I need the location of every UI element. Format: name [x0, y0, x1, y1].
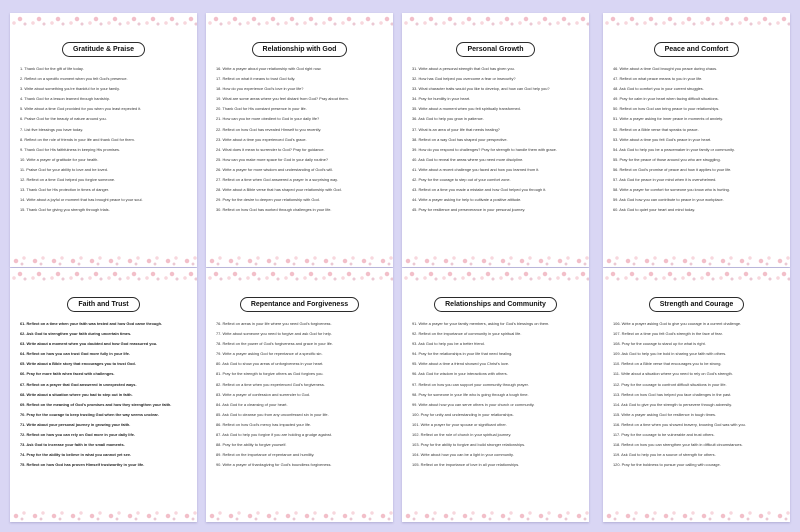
prompt-item: 104. Write about how you can be a light in your community. [412, 452, 514, 458]
prompt-item: 28. Write about a Bible verse that has shaped your relationship with God. [216, 187, 342, 193]
prompt-list [613, 67, 780, 213]
prompt-item: 43. Reflect on a time you made a mistake and how God helped you through it. [412, 187, 547, 193]
section-title: Peace and Comfort [654, 42, 740, 57]
prompt-item: 55. Pray for the peace of those around you who are struggling. [613, 156, 721, 162]
section-title: Strength and Courage [649, 297, 745, 312]
prompt-item: 88. Pray for the ability to forgive yourself. [216, 442, 287, 448]
prompt-item: 26. Write a prayer for more wisdom and understanding of God's will. [216, 166, 334, 172]
prompt-list [216, 67, 383, 213]
prompt-item: 59. Ask God how you can contribute to peace in your workplace. [613, 197, 724, 203]
prompt-item: 77. Write about someone you need to forgive and ask God for help. [216, 331, 332, 337]
worksheet-page [402, 268, 589, 522]
prompt-item: 91. Write a prayer for your family members, asking for God's blessings on them. [412, 321, 550, 326]
section-title: Gratitude & Praise [62, 42, 145, 57]
prompt-item: 86. Reflect on how God's mercy has impacted your life. [216, 421, 312, 427]
prompt-item: 21. How can you be more obedient to God in your daily life? [216, 116, 320, 122]
prompt-item: 56. Reflect on God's promise of peace and how it applies to your life. [613, 166, 732, 172]
prompt-item: 53. Write about a time you felt God's peace in your heart. [613, 136, 712, 142]
prompt-item: 71. Write about your personal journey in growing your faith. [20, 421, 131, 427]
prompt-item: 27. Reflect on a time when God answered a prayer in a surprising way. [216, 177, 338, 183]
prompt-item: 108. Pray for the courage to stand up for what is right. [613, 341, 706, 347]
prompt-item: 78. Reflect on the power of God's forgiveness and grace in your life. [216, 341, 333, 347]
prompt-item: 3. Write about something you're thankful for in your family. [20, 86, 120, 92]
prompt-item: 115. Write a prayer asking God for resilience in tough times. [613, 411, 717, 417]
section-title: Relationship with God [252, 42, 348, 57]
prompt-item: 84. Ask God for a cleansing of your heart. [216, 401, 288, 407]
prompt-item: 23. Write about a time you experienced God's grace. [216, 136, 307, 142]
prompt-item: 52. Reflect on a Bible verse that speaks to peace. [613, 126, 699, 132]
prompt-item: 96. Ask God for wisdom in your interactions with others. [412, 371, 508, 377]
prompt-item: 11. Praise God for your ability to love and be loved. [20, 166, 108, 172]
prompt-item: 105. Reflect on the importance of love in all your relationships. [412, 462, 520, 468]
prompt-item: 9. Thank God for His faithfulness in keeping His promises. [20, 146, 121, 152]
prompt-item: 34. Pray for humility in your heart. [412, 96, 471, 102]
prompt-item: 90. Write a prayer of thanksgiving for God's boundless forgiveness. [216, 462, 332, 468]
prompt-item: 118. Reflect on how you can strengthen your faith in difficult circumstances. [613, 442, 743, 448]
prompt-item: 83. Write a prayer of confession and surrender to God. [216, 391, 311, 397]
prompt-item: 38. Reflect on a way God has shaped your perspective. [412, 136, 508, 142]
section-title: Personal Growth [456, 42, 534, 57]
prompt-item: 116. Reflect on a time when you showed bravery, knowing God was with you. [613, 421, 746, 427]
worksheet-page [206, 268, 393, 522]
prompt-item: 81. Pray for the strength to forgive others as God forgives you. [216, 371, 324, 377]
prompt-item: 42. Pray for the courage to step out of your comfort zone. [412, 177, 511, 183]
prompt-item: 102. Reflect on the role of church in your spiritual journey. [412, 432, 512, 438]
prompt-item: 114. Ask God to give you the strength to persevere through adversity. [613, 401, 733, 407]
prompt-item: 99. Write about how you can serve others in your church or community. [412, 401, 535, 407]
prompt-item: 6. Praise God for the beauty of nature around you. [20, 116, 107, 122]
prompt-item: 82. Reflect on a time when you experienced God's forgiveness. [216, 381, 325, 387]
worksheet-page [10, 268, 197, 522]
prompt-item: 45. Pray for resilience and perseverance in your personal journey. [412, 207, 526, 213]
prompt-item: 24. What does it mean to surrender to God? Pray for guidance. [216, 146, 325, 152]
prompt-item: 100. Pray for unity and understanding in your relationships. [412, 411, 514, 417]
prompt-item: 18. How do you experience God's love in your life? [216, 86, 304, 92]
prompt-item: 46. Write about a time God brought you peace during chaos. [613, 66, 718, 71]
prompt-list [20, 67, 187, 213]
prompt-item: 95. Write about a time a friend showed you Christ's love. [412, 361, 510, 367]
prompt-item: 79. Write a prayer asking God for repentance of a specific sin. [216, 351, 323, 357]
worksheet-page [603, 13, 790, 267]
prompt-item: 62. Ask God to strengthen your faith during uncertain times. [20, 331, 132, 337]
prompt-item: 80. Ask God to show you areas of unforgiveness in your heart. [216, 361, 324, 367]
prompt-item: 47. Reflect on what peace means to you in your life. [613, 76, 703, 82]
prompt-list [613, 322, 780, 468]
prompt-item: 39. How do you respond to challenges? Pray for strength to handle them with grace. [412, 146, 557, 152]
prompt-item: 106. Write a prayer asking God to give you courage in a current challenge. [613, 321, 742, 326]
prompt-item: 57. Ask God for peace in your mind when it is overwhelmed. [613, 177, 717, 183]
section-title: Repentance and Forgiveness [240, 297, 359, 312]
prompt-item: 8. Reflect on the role of friends in your life and thank God for them. [20, 136, 135, 142]
prompt-item: 37. What is an area of your life that needs healing? [412, 126, 500, 132]
prompt-item: 15. Thank God for giving you strength through trials. [20, 207, 110, 213]
prompt-item: 110. Reflect on a Bible verse that encourages you to be strong. [613, 361, 722, 367]
prompt-item: 54. Ask God to help you be a peacemaker in your family or community. [613, 146, 735, 152]
prompt-item: 5. Write about a time God provided for you when you least expected it. [20, 106, 142, 112]
prompt-item: 13. Thank God for His protection in times of danger. [20, 187, 110, 193]
prompt-item: 31. Write about a personal strength that God has given you. [412, 66, 515, 71]
prompt-item: 63. Write about a moment when you doubted and how God reassured you. [20, 341, 158, 347]
prompt-item: 119. Ask God to help you be a source of strength for others. [613, 452, 716, 458]
prompt-item: 93. Ask God to help you be a better friend. [412, 341, 485, 347]
prompt-item: 117. Pray for the courage to be vulnerable and trust others. [613, 432, 715, 438]
prompt-item: 113. Reflect on how God has helped you face challenges in the past. [613, 391, 732, 397]
prompt-list [412, 322, 579, 468]
prompt-item: 48. Ask God to comfort you in your current struggles. [613, 86, 704, 92]
prompt-list [216, 322, 383, 468]
worksheet-page [402, 13, 589, 267]
prompt-item: 112. Pray for the courage to confront difficult situations in your life. [613, 381, 727, 387]
prompt-list [412, 67, 579, 213]
prompt-item: 69. Reflect on the meaning of God's promises and how they strengthen your faith. [20, 401, 172, 407]
prompt-item: 67. Reflect on a prayer that God answered in unexpected ways. [20, 381, 137, 387]
prompt-item: 66. Pray for more faith when faced with challenges. [20, 371, 115, 377]
prompt-item: 120. Pray for the boldness to pursue your calling with courage. [613, 462, 721, 468]
prompt-item: 111. Write about a situation where you need to rely on God's strength. [613, 371, 733, 377]
prompt-item: 98. Pray for someone in your life who is going through a tough time. [412, 391, 529, 397]
section-title: Faith and Trust [67, 297, 139, 312]
worksheet-page [10, 13, 197, 267]
prompt-item: 29. Pray for the desire to deepen your relationship with God. [216, 197, 320, 203]
prompt-item: 10. Write a prayer of gratitude for your health. [20, 156, 99, 162]
prompt-item: 92. Reflect on the importance of community in your spiritual life. [412, 331, 522, 337]
prompt-item: 68. Write about a situation where you had to step out in faith. [20, 391, 133, 397]
prompt-item: 76. Reflect on areas in your life where you need God's forgiveness. [216, 321, 332, 326]
prompt-item: 35. Write about a moment when you felt spiritually transformed. [412, 106, 521, 112]
prompt-item: 14. Write about a joyful or moment that has brought peace to your soul. [20, 197, 143, 203]
worksheet-page [603, 268, 790, 522]
prompt-item: 33. What character traits would you like to develop, and how can God help you? [412, 86, 550, 92]
prompt-item: 94. Pray for the relationships in your life that need healing. [412, 351, 513, 357]
prompt-item: 109. Ask God to help you be bold in sharing your faith with others. [613, 351, 727, 357]
prompt-item: 101. Write a prayer for your spouse or significant other. [412, 421, 507, 427]
prompt-item: 58. Write a prayer for comfort for someone you know who is hurting. [613, 187, 730, 193]
prompt-item: 50. Reflect on how God can bring peace to your relationships. [613, 106, 720, 112]
prompt-item: 16. Write a prayer about your relationship with God right now. [216, 66, 322, 71]
prompt-item: 61. Reflect on a time when your faith was tested and how God came through. [20, 321, 163, 326]
prompt-item: 60. Ask God to quiet your heart and mind today. [613, 207, 696, 213]
prompt-item: 25. How can you make more space for God in your daily routine? [216, 156, 329, 162]
prompt-item: 20. Thank God for His constant presence in your life. [216, 106, 307, 112]
prompt-item: 64. Reflect on how you can trust God more fully in your life. [20, 351, 131, 357]
prompt-item: 97. Reflect on how you can support your community through prayer. [412, 381, 529, 387]
prompt-item: 41. Write about a recent challenge you faced and how you learned from it. [412, 166, 540, 172]
prompt-item: 19. What are some areas where you feel distant from God? Pray about them. [216, 96, 349, 102]
prompt-item: 89. Reflect on the importance of repentance and humility. [216, 452, 315, 458]
prompt-item: 2. Reflect on a specific moment when you felt God's presence. [20, 76, 128, 82]
prompt-item: 7. List five blessings you have today. [20, 126, 84, 132]
prompt-item: 49. Pray for calm in your heart when facing difficult situations. [613, 96, 719, 102]
prompt-item: 87. Ask God to help you forgive if you are holding a grudge against. [216, 432, 332, 438]
prompt-item: 4. Thank God for a lesson learned through hardship. [20, 96, 111, 102]
prompt-item: 36. Ask God to help you grow in patience. [412, 116, 484, 122]
prompt-item: 1. Thank God for the gift of life today. [20, 66, 84, 71]
prompt-item: 107. Reflect on a time you felt God's strength in the face of fear. [613, 331, 723, 337]
worksheet-page [206, 13, 393, 267]
prompt-item: 73. Ask God to increase your faith in the small moments. [20, 442, 125, 448]
prompt-item: 32. How has God helped you overcome a fear or insecurity? [412, 76, 516, 82]
prompt-item: 17. Reflect on what it means to trust God fully. [216, 76, 296, 82]
prompt-item: 70. Pray for the courage to keep trusting God when the way seems unclear. [20, 411, 159, 417]
prompt-item: 22. Reflect on how God has revealed Himself to you recently. [216, 126, 322, 132]
prompt-item: 85. Ask God to cleanse you from any unconfessed sin in your life. [216, 411, 329, 417]
prompt-item: 51. Write a prayer asking for inner peace in moments of anxiety. [613, 116, 723, 122]
prompt-item: 72. Reflect on how you can rely on God more in your daily life. [20, 432, 136, 438]
prompt-item: 12. Reflect on a time God helped you forgive someone. [20, 177, 116, 183]
prompt-item: 103. Pray for the ability to forgive and build stronger relationships. [412, 442, 526, 448]
section-title: Relationships and Community [434, 297, 557, 312]
prompt-item: 65. Write about a Bible story that encourages you to trust God. [20, 361, 136, 367]
prompt-item: 30. Reflect on how God has worked through challenges in your life. [216, 207, 332, 213]
prompt-item: 40. Ask God to reveal the areas where you need more discipline. [412, 156, 524, 162]
prompt-item: 44. Write a prayer asking for help to cultivate a positive attitude. [412, 197, 522, 203]
prompt-item: 74. Pray for the ability to believe in what you cannot yet see. [20, 452, 132, 458]
prompt-list [20, 322, 187, 468]
prompt-item: 75. Reflect on how God has proven Himself trustworthy in your life. [20, 462, 145, 468]
